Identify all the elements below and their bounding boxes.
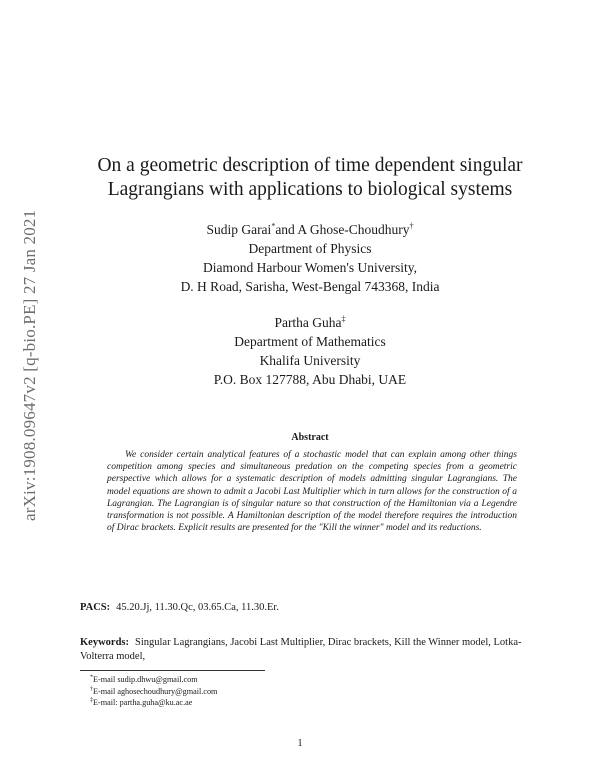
affiliation-department: Department of Mathematics xyxy=(234,334,386,349)
pacs-codes: 45.20.Jj, 11.30.Qc, 03.65.Ca, 11.30.Er. xyxy=(116,602,279,613)
author-name-garai: Sudip Garai xyxy=(206,222,272,237)
paper-title xyxy=(60,154,560,202)
author-line xyxy=(60,220,560,239)
author-name-guha: Partha Guha xyxy=(274,315,342,330)
keywords-label: Keywords: xyxy=(80,637,129,648)
author-block-1 xyxy=(60,220,560,296)
affiliation-address: P.O. Box 127788, Abu Dhabi, UAE xyxy=(213,372,407,387)
footnotes xyxy=(90,674,217,709)
title-line-2: Lagrangians with applications to biological systems xyxy=(107,179,513,200)
footnote-item xyxy=(90,686,217,698)
footnote-mark: * xyxy=(271,221,276,231)
footnote-item xyxy=(90,674,217,686)
abstract-text: We consider certain analytical features of a stochastic model that can explain among other things competition among species and simultaneous predation on the competing species from a geometric perspective which allows for a systematic description of models admitting singular Lagrangians. The model equations are shown to admit a Jacobi Last Multiplier which in turn allows for the construction of a Lagrangian. The Lagrangian is of singular nature so that construction of the Hamiltonian via a Legendre transformation is not possible. A Hamiltonian description of the model therefore requires the introduction of Dirac brackets. Explicit results are presented for the "Kill the winner" model and its reductions. xyxy=(107,450,517,534)
keywords-line xyxy=(80,636,550,664)
footnote-mark: * xyxy=(90,674,93,681)
footnote-email: E-mail: partha.guha@ku.ac.ae xyxy=(93,698,193,707)
author-name-ghose-choudhury: and A Ghose-Choudhury xyxy=(275,222,410,237)
affiliation-address: D. H Road, Sarisha, West-Bengal 743368, India xyxy=(180,279,440,294)
title-line-1: On a geometric description of time dependent singular xyxy=(97,155,523,176)
footnote-item xyxy=(90,697,217,709)
footnote-email: E-mail aghosechoudhury@gmail.com xyxy=(93,686,218,696)
abstract-heading: Abstract xyxy=(291,432,329,443)
pacs-label: PACS: xyxy=(80,602,111,613)
author-block-2 xyxy=(60,313,560,389)
footnote-mark: ‡ xyxy=(90,697,93,704)
affiliation-university: Khalifa University xyxy=(259,353,361,368)
footnote-mark: ‡ xyxy=(341,314,346,324)
page-number: 1 xyxy=(297,738,303,749)
keywords-text: Singular Lagrangians, Jacobi Last Multiplier, Dirac brackets, Kill the Winner model, Lotka-Volterra model, xyxy=(80,637,522,662)
author-line xyxy=(60,313,560,332)
pacs-line xyxy=(80,602,279,613)
footnote-divider xyxy=(80,670,265,671)
affiliation-department: Department of Physics xyxy=(248,241,372,256)
footnote-mark: † xyxy=(90,685,93,692)
affiliation-university: Diamond Harbour Women's University, xyxy=(203,260,417,275)
footnote-mark: † xyxy=(409,221,414,231)
arxiv-identifier: arXiv:1908.09647v2 [q-bio.PE] 27 Jan 2021 xyxy=(20,209,39,521)
footnote-email: E-mail sudip.dhwu@gmail.com xyxy=(93,675,198,684)
